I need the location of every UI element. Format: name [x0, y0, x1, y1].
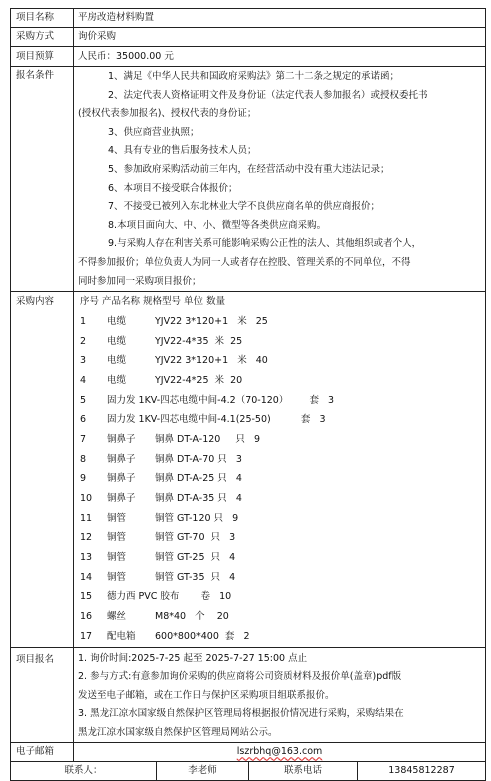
row-conditions	[11, 67, 486, 292]
email-label: 电子邮箱	[11, 743, 74, 762]
procurement-content-cell	[74, 292, 486, 647]
item-name: 固力发 1KV-四芯电缆中间-4.1(25-50) 套 3	[107, 414, 326, 426]
item-number: 1	[80, 315, 87, 327]
item-number: 14	[80, 571, 93, 583]
item-name: 铜鼻子	[107, 433, 136, 445]
item-name: 德力西 PVC 胶布 卷 10	[107, 591, 232, 603]
item-name: 配电箱	[107, 630, 136, 642]
row-procurement-content	[11, 292, 486, 647]
item-number: 16	[80, 611, 93, 623]
procurement-method-value: 询价采购	[74, 28, 486, 47]
table-row	[78, 509, 481, 529]
item-name: 铜鼻子	[107, 493, 136, 504]
condition-item: 7、不接受已被列入东北林业大学不良供应商名单的供应商报价；	[108, 201, 381, 213]
project-name-label: 项目名称	[11, 9, 74, 28]
conditions-label: 报名条件	[11, 67, 74, 292]
table-row	[78, 351, 481, 371]
item-number: 6	[80, 414, 87, 426]
item-spec: YJV22 3*120+1 米 40	[155, 355, 268, 367]
row-contact	[11, 762, 486, 781]
item-name: 铜鼻子	[107, 473, 136, 485]
item-number: 12	[80, 532, 93, 544]
row-procurement-method	[11, 28, 486, 47]
item-number: 7	[80, 433, 87, 445]
row-registration	[11, 647, 486, 743]
row-budget	[11, 47, 486, 67]
item-spec: M8*40 个 20	[155, 611, 229, 623]
email-cell	[74, 743, 486, 762]
table-row	[78, 627, 481, 647]
item-spec: YJV22 3*120+1 米 25	[155, 315, 268, 327]
item-name: 电缆	[107, 374, 127, 386]
registration-cell	[74, 647, 486, 743]
conditions-cell	[74, 67, 486, 292]
item-spec: 铜管 GT-35 只 4	[155, 571, 236, 583]
item-number: 2	[80, 335, 87, 347]
condition-item: 5、参加政府采购活动前三年内，在经营活动中没有重大违法记录；	[108, 163, 390, 175]
item-spec: YJV22-4*35 米 25	[155, 335, 243, 347]
item-number: 13	[80, 552, 93, 564]
item-number: 5	[80, 394, 87, 406]
item-spec: 600*800*400 套 2	[155, 630, 250, 642]
item-name: 铜管	[107, 571, 127, 583]
table-row	[78, 548, 481, 568]
item-name: 固力发 1KV-四芯电缆中间-4.2（70-120） 套 3	[107, 394, 335, 406]
registration-item: 3. 黑龙江凉水国家级自然保护区管理局将根据报价情况进行采购，采购结果在	[78, 708, 404, 720]
table-row	[78, 489, 481, 509]
item-spec: 铜管 GT-25 只 4	[155, 552, 236, 564]
item-name: 铜管	[107, 532, 127, 544]
contact-phone-label: 联系电话	[249, 762, 358, 781]
table-row	[78, 568, 481, 588]
condition-item: 不得参加报价；单位负责人为同一人或者存在控股、管理关系的不同单位，不得	[78, 256, 411, 268]
table-row	[78, 587, 481, 607]
table-row	[78, 469, 481, 489]
row-project-name	[11, 9, 486, 28]
condition-item: 同时参加同一采购项目报价；	[78, 275, 202, 287]
table-row	[78, 371, 481, 391]
table-row	[78, 391, 481, 411]
item-spec: 铜鼻 DT-A-120 只 9	[155, 433, 261, 445]
condition-item: 6、本项目不接受联合体报价；	[108, 182, 238, 194]
registration-label: 项目报名	[11, 647, 74, 743]
table-row	[78, 410, 481, 430]
contact-phone: 13845812287	[358, 762, 486, 781]
budget-label: 项目预算	[11, 47, 74, 67]
condition-item: 4、具有专业的售后服务技术人员；	[108, 145, 257, 157]
item-number: 17	[80, 630, 93, 642]
item-name: 铜管	[107, 552, 127, 564]
budget-value: 人民币：35000.00 元	[74, 47, 486, 67]
procurement-content-label: 采购内容	[11, 292, 74, 647]
procurement-method-label: 采购方式	[11, 28, 74, 47]
condition-item: 3、供应商营业执照；	[108, 126, 200, 138]
item-spec: YJV22-4*25 米 20	[155, 374, 243, 386]
table-row	[78, 450, 481, 470]
email-link[interactable]: lszrbhq@163.com	[236, 746, 323, 758]
item-spec: 铜鼻 DT-A-25 只 4	[155, 473, 242, 485]
item-name: 电缆	[107, 355, 127, 367]
condition-item: 8.本项目面向大、中、小、微型等各类供应商采购。	[108, 219, 327, 231]
condition-item: 1、满足《中华人民共和国政府采购法》第二十二条之规定的承诺函；	[108, 71, 400, 82]
item-name: 电缆	[107, 335, 127, 347]
item-spec: 铜鼻 DT-A-35 只 4	[155, 493, 242, 504]
item-name: 电缆	[107, 315, 127, 327]
item-number: 3	[80, 355, 87, 367]
condition-item: (授权代表参加报名)、授权代表的身份证；	[78, 108, 257, 120]
registration-item: 黑龙江凉水国家级自然保护区管理局网站公示。	[78, 726, 278, 738]
contact-name: 李老师	[157, 762, 249, 781]
registration-item: 1. 询价时间:2025-7-25 起至 2025-7-27 15:00 点止	[78, 652, 308, 664]
table-row	[78, 312, 481, 332]
contact-label: 联系人：	[11, 762, 157, 781]
items-header: 序号 产品名称 规格型号 单位 数量	[80, 296, 226, 308]
condition-item: 2、法定代表人资格证明文件及身份证（法定代表人参加报名）或授权委托书	[108, 89, 428, 101]
project-name-value: 平房改造材料购置	[74, 9, 486, 28]
registration-item: 发送至电子邮箱，或在工作日与保护区采购项目组联系报价。	[78, 689, 335, 701]
item-number: 9	[80, 473, 87, 485]
items-list	[78, 312, 481, 647]
item-number: 10	[80, 493, 93, 504]
table-row	[78, 332, 481, 352]
item-number: 8	[80, 453, 87, 465]
condition-item: 9.与采购人存在利害关系可能影响采购公正性的法人、其他组织或者个人，	[108, 238, 422, 250]
row-email	[11, 743, 486, 762]
table-row	[78, 607, 481, 627]
item-spec: 铜管 GT-70 只 3	[155, 532, 236, 544]
procurement-table	[10, 8, 486, 781]
table-row	[78, 528, 481, 548]
item-number: 11	[80, 512, 93, 524]
item-spec: 铜鼻 DT-A-70 只 3	[155, 453, 242, 465]
item-number: 4	[80, 374, 87, 386]
table-row	[78, 430, 481, 450]
item-name: 铜鼻子	[107, 453, 136, 465]
item-name: 螺丝	[107, 611, 127, 623]
registration-item: 2. 参与方式:有意参加询价采购的供应商将公司资质材料及报价单(盖章)pdf版	[78, 671, 402, 683]
item-spec: 铜管 GT-120 只 9	[155, 512, 239, 524]
item-number: 15	[80, 591, 93, 603]
item-name: 铜管	[107, 512, 127, 524]
